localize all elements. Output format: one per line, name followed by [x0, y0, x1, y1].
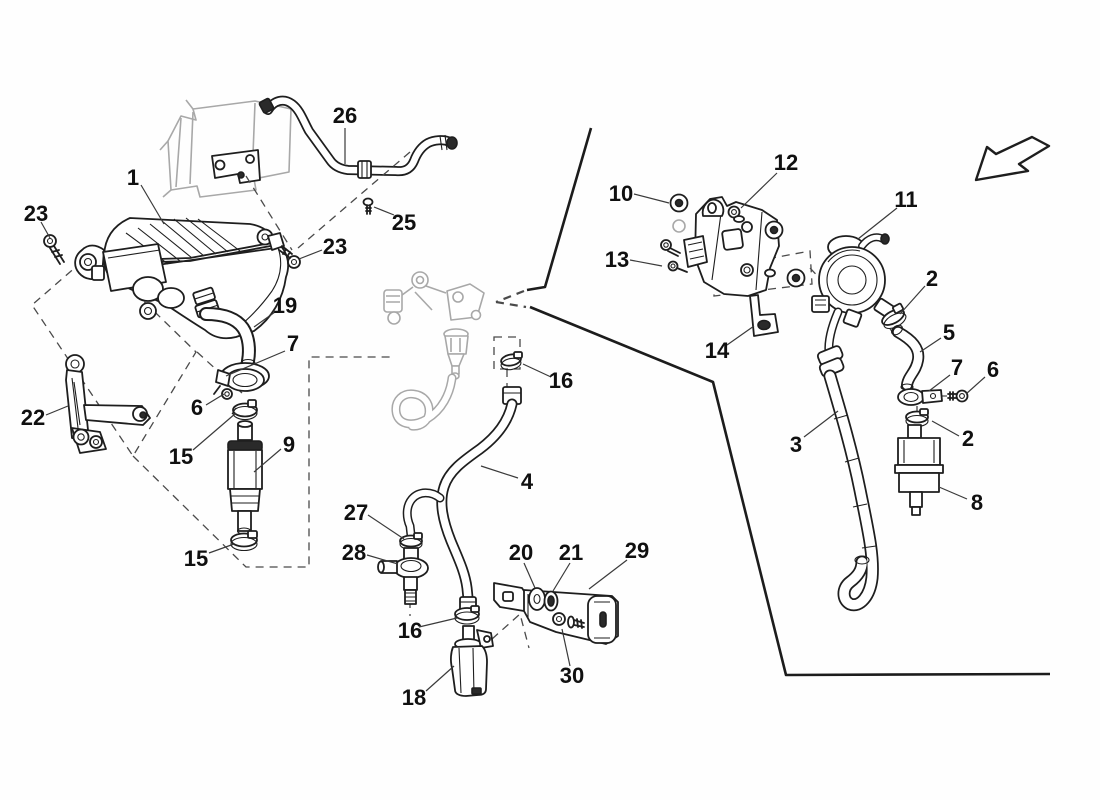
part-label-22: 22: [20, 405, 46, 430]
part-label-16-bottom: 16: [397, 618, 423, 643]
part-label-23-left: 23: [23, 201, 49, 226]
part-label-4: 4: [520, 469, 534, 494]
clamp-7-left: [214, 363, 269, 394]
part-label-29: 29: [624, 538, 650, 563]
canister-1: [75, 218, 288, 338]
bracket-tab-14: [750, 295, 778, 336]
clamp-2-lower: [906, 409, 928, 427]
bolt-23-left: [44, 235, 64, 264]
bracket-22: [66, 355, 150, 453]
part-label-15-lower: 15: [183, 546, 209, 571]
clamp-15-lower: [231, 531, 257, 551]
part-label-7-right: 7: [950, 355, 964, 380]
part-label-30: 30: [559, 663, 585, 688]
part-label-2-lower: 2: [961, 426, 975, 451]
part-label-13: 13: [604, 247, 630, 272]
branch-hose-27-28: [378, 493, 440, 604]
part-label-9: 9: [282, 432, 296, 457]
clamp-16-middle: [500, 352, 522, 371]
bushing-21: [545, 592, 558, 611]
part-label-26: 26: [332, 103, 358, 128]
part-label-19: 19: [272, 293, 298, 318]
part-label-11: 11: [894, 187, 918, 212]
filter-9: [228, 421, 262, 534]
direction-arrow-icon: [976, 137, 1049, 180]
part-label-8: 8: [970, 490, 984, 515]
valve-28: [378, 548, 428, 604]
part-label-18: 18: [401, 685, 427, 710]
part-label-25: 25: [391, 210, 417, 235]
clamp-16-bottom: [455, 606, 479, 624]
ghost-hose-loop: [396, 378, 452, 426]
hose-4: [442, 387, 521, 611]
clamp-7-right: [898, 389, 942, 405]
pump-11: [812, 234, 897, 378]
canister-18: [451, 626, 493, 696]
screw-25: [364, 199, 373, 215]
part-label-14: 14: [704, 338, 730, 363]
grommet-20: [529, 588, 545, 610]
filter-8: [895, 425, 943, 515]
part-label-5: 5: [942, 320, 956, 345]
ghost-pump-assembly: [384, 272, 484, 379]
part-label-21: 21: [558, 540, 584, 565]
part-label-27: 27: [343, 500, 369, 525]
hose-3: [830, 376, 876, 605]
part-label-15-upper: 15: [168, 444, 194, 469]
part-label-16-middle: 16: [548, 368, 574, 393]
part-label-1: 1: [126, 165, 140, 190]
part-label-6-right: 6: [986, 357, 1000, 382]
part-label-28: 28: [341, 540, 367, 565]
hose-5: [890, 323, 919, 390]
part-label-7-left: 7: [286, 331, 300, 356]
ghost-chassis-panel: [160, 100, 291, 197]
clamp-15-upper: [232, 400, 257, 420]
part-label-2-upper: 2: [925, 266, 939, 291]
bolt-6-right: [948, 391, 968, 402]
part-label-3: 3: [789, 432, 803, 457]
part-label-20: 20: [508, 540, 534, 565]
chassis-mount-bracket: [212, 150, 260, 183]
part-label-6-left: 6: [190, 395, 204, 420]
part-label-23-right: 23: [322, 234, 348, 259]
part-label-10: 10: [608, 181, 634, 206]
part-label-12: 12: [773, 150, 799, 175]
